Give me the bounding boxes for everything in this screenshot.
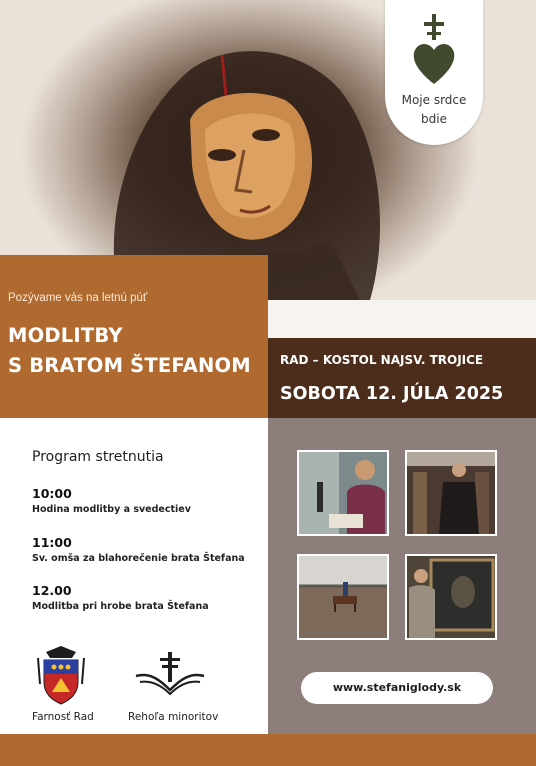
website-link[interactable]: www.stefaniglody.sk xyxy=(301,672,493,704)
program-time-1: 10:00 xyxy=(32,486,72,501)
badge-line-1: Moje srdce xyxy=(401,93,467,107)
invite-text: Pozývame vás na letnú púť xyxy=(8,292,148,304)
event-date: SOBOTA 12. JÚLA 2025 xyxy=(280,384,504,404)
photo-4 xyxy=(405,554,497,640)
footer-bar xyxy=(0,734,536,766)
brand-badge xyxy=(385,0,483,145)
photo-1 xyxy=(297,450,389,536)
photo-3 xyxy=(297,554,389,640)
event-title-line-2: S BRATOM ŠTEFANOM xyxy=(8,354,251,377)
program-time-2: 11:00 xyxy=(32,535,72,550)
program-desc-3: Modlitba pri hrobe brata Štefana xyxy=(32,601,209,612)
event-info-panel xyxy=(268,338,536,418)
program-title: Program stretnutia xyxy=(32,449,164,465)
program-desc-2: Sv. omša za blahorečenie brata Štefana xyxy=(32,553,245,564)
logo-caption-parish: Farnosť Rad xyxy=(32,711,94,723)
badge-line-2: bdie xyxy=(421,112,447,126)
heart-cross-icon xyxy=(411,12,457,86)
photo-2 xyxy=(405,450,497,536)
minorite-cross-icon xyxy=(132,650,208,702)
logo-caption-minorites: Rehoľa minoritov xyxy=(128,711,219,723)
parish-coat-of-arms-icon xyxy=(34,644,88,706)
program-time-3: 12.00 xyxy=(32,583,72,598)
event-title-line-1: MODLITBY xyxy=(8,324,123,347)
program-desc-1: Hodina modlitby a svedectiev xyxy=(32,504,191,515)
event-place: RAD – KOSTOL NAJSV. TROJICE xyxy=(280,353,484,367)
